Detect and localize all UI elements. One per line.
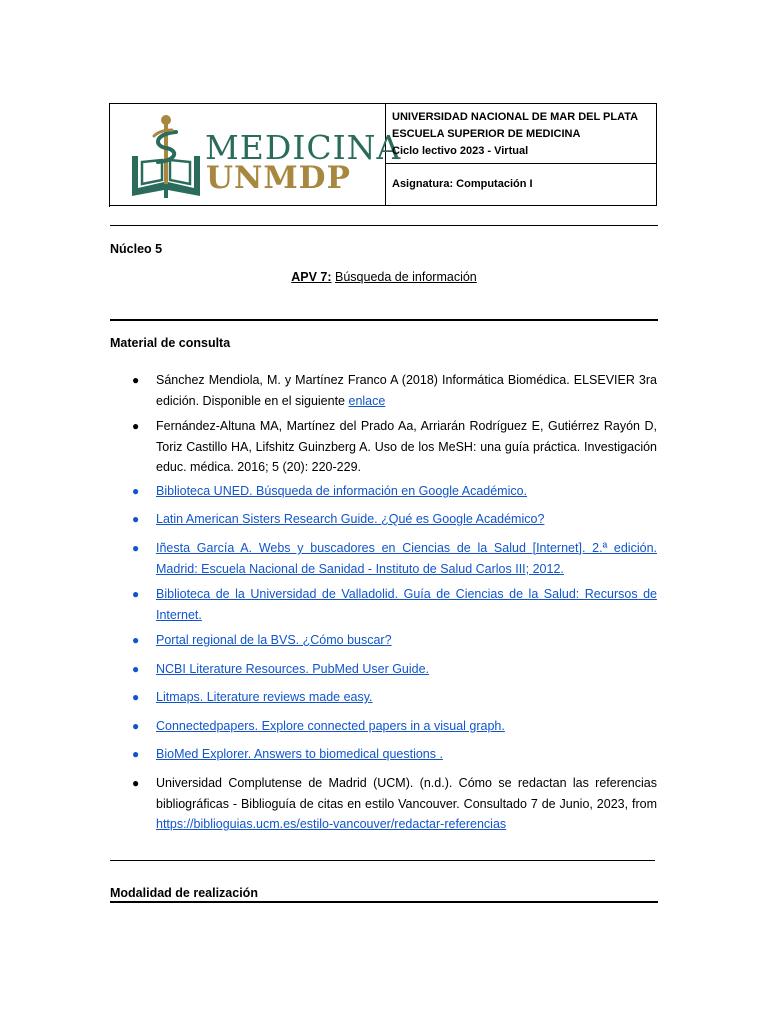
logo-text-unmdp: UNMDP (206, 160, 351, 196)
subject-label: Asignatura: Computación I (392, 178, 533, 190)
bullet-icon: ● (132, 662, 140, 676)
cycle-label: Ciclo lectivo 2023 - Virtual (392, 145, 529, 157)
reference-link[interactable]: Portal regional de la BVS. ¿Cómo buscar? (156, 633, 392, 647)
apv-label: APV 7: (291, 270, 332, 284)
bullet-icon: ● (132, 541, 140, 555)
bullet-icon: ● (132, 587, 140, 601)
reference-link[interactable]: Iñesta García A. Webs y buscadores en Ciencias de la Salud [Internet]. 2.ª edición. Madrid: Escuela Nacional de Sanidad - Instituto de Salud Carlos III; 2012. (156, 541, 657, 576)
reference-link[interactable]: Biblioteca de la Universidad de Valladolid. Guía de Ciencias de la Salud: Recursos de Internet. (156, 587, 657, 622)
reference-text: Sánchez Mendiola, M. y Martínez Franco A (2018) Informática Biomédica. ELSEVIER 3ra edición. Disponible en el siguiente (156, 373, 657, 408)
section-divider-bottom (110, 901, 658, 903)
bullet-icon: ● (132, 776, 140, 790)
school-name: ESCUELA SUPERIOR DE MEDICINA (392, 128, 581, 140)
reference-link[interactable]: BioMed Explorer. Answers to biomedical questions . (156, 747, 443, 761)
bullet-icon: ● (132, 690, 140, 704)
section-divider-top (110, 319, 658, 321)
reference-link[interactable]: Biblioteca UNED. Búsqueda de información en Google Académico. (156, 484, 528, 498)
medicina-unmdp-logo-icon (128, 110, 204, 202)
bullet-icon: ● (132, 633, 140, 647)
bullet-icon: ● (132, 719, 140, 733)
university-name: UNIVERSIDAD NACIONAL DE MAR DEL PLATA (392, 111, 639, 123)
apv-title (110, 270, 658, 284)
reference-text: Fernández-Altuna MA, Martínez del Prado Aa, Arriarán Rodríguez E, Gutiérrez Rayón D, Toriz Castillo HA, Lifshitz Guinzberg A. Uso de los MeSH: una guía práctica. Investigación educ. médica. 2016; 5 (20): 220-229. (156, 419, 657, 474)
institution-info-cell (386, 104, 656, 164)
reference-link[interactable]: Litmaps. Literature reviews made easy. (156, 690, 373, 704)
bullet-icon: ● (132, 373, 140, 387)
subject-cell (386, 164, 656, 205)
modalidad-heading: Modalidad de realización (110, 886, 258, 900)
reference-link[interactable]: https://biblioguias.ucm.es/estilo-vancouver/redactar-referencias (156, 817, 507, 831)
bullet-icon: ● (132, 747, 140, 761)
reference-link[interactable]: NCBI Literature Resources. PubMed User Guide. (156, 662, 430, 676)
apv-topic: Búsqueda de información (335, 270, 477, 284)
logo-cell (110, 104, 402, 205)
bullet-icon: ● (132, 484, 140, 498)
reference-link[interactable]: enlace (348, 393, 386, 408)
header-table (110, 103, 657, 206)
bullet-icon: ● (132, 512, 140, 526)
nucleo-label: Núcleo 5 (110, 242, 163, 256)
material-heading: Material de consulta (110, 336, 231, 350)
logo-text-medicina: MEDICINA (205, 128, 402, 167)
section-divider-underscore (110, 860, 655, 861)
bullet-icon: ● (132, 419, 140, 433)
reference-link[interactable]: Connectedpapers. Explore connected papers in a visual graph. (156, 719, 505, 733)
reference-text: Universidad Complutense de Madrid (UCM). (n.d.). Cómo se redactan las referencias bibliográficas - Biblioguía de citas en estilo Vancouver. Consultado 7 de Junio, 2023, from (156, 776, 657, 811)
reference-link[interactable]: Latin American Sisters Research Guide. ¿Qué es Google Académico? (156, 512, 545, 526)
header-divider (110, 225, 658, 226)
